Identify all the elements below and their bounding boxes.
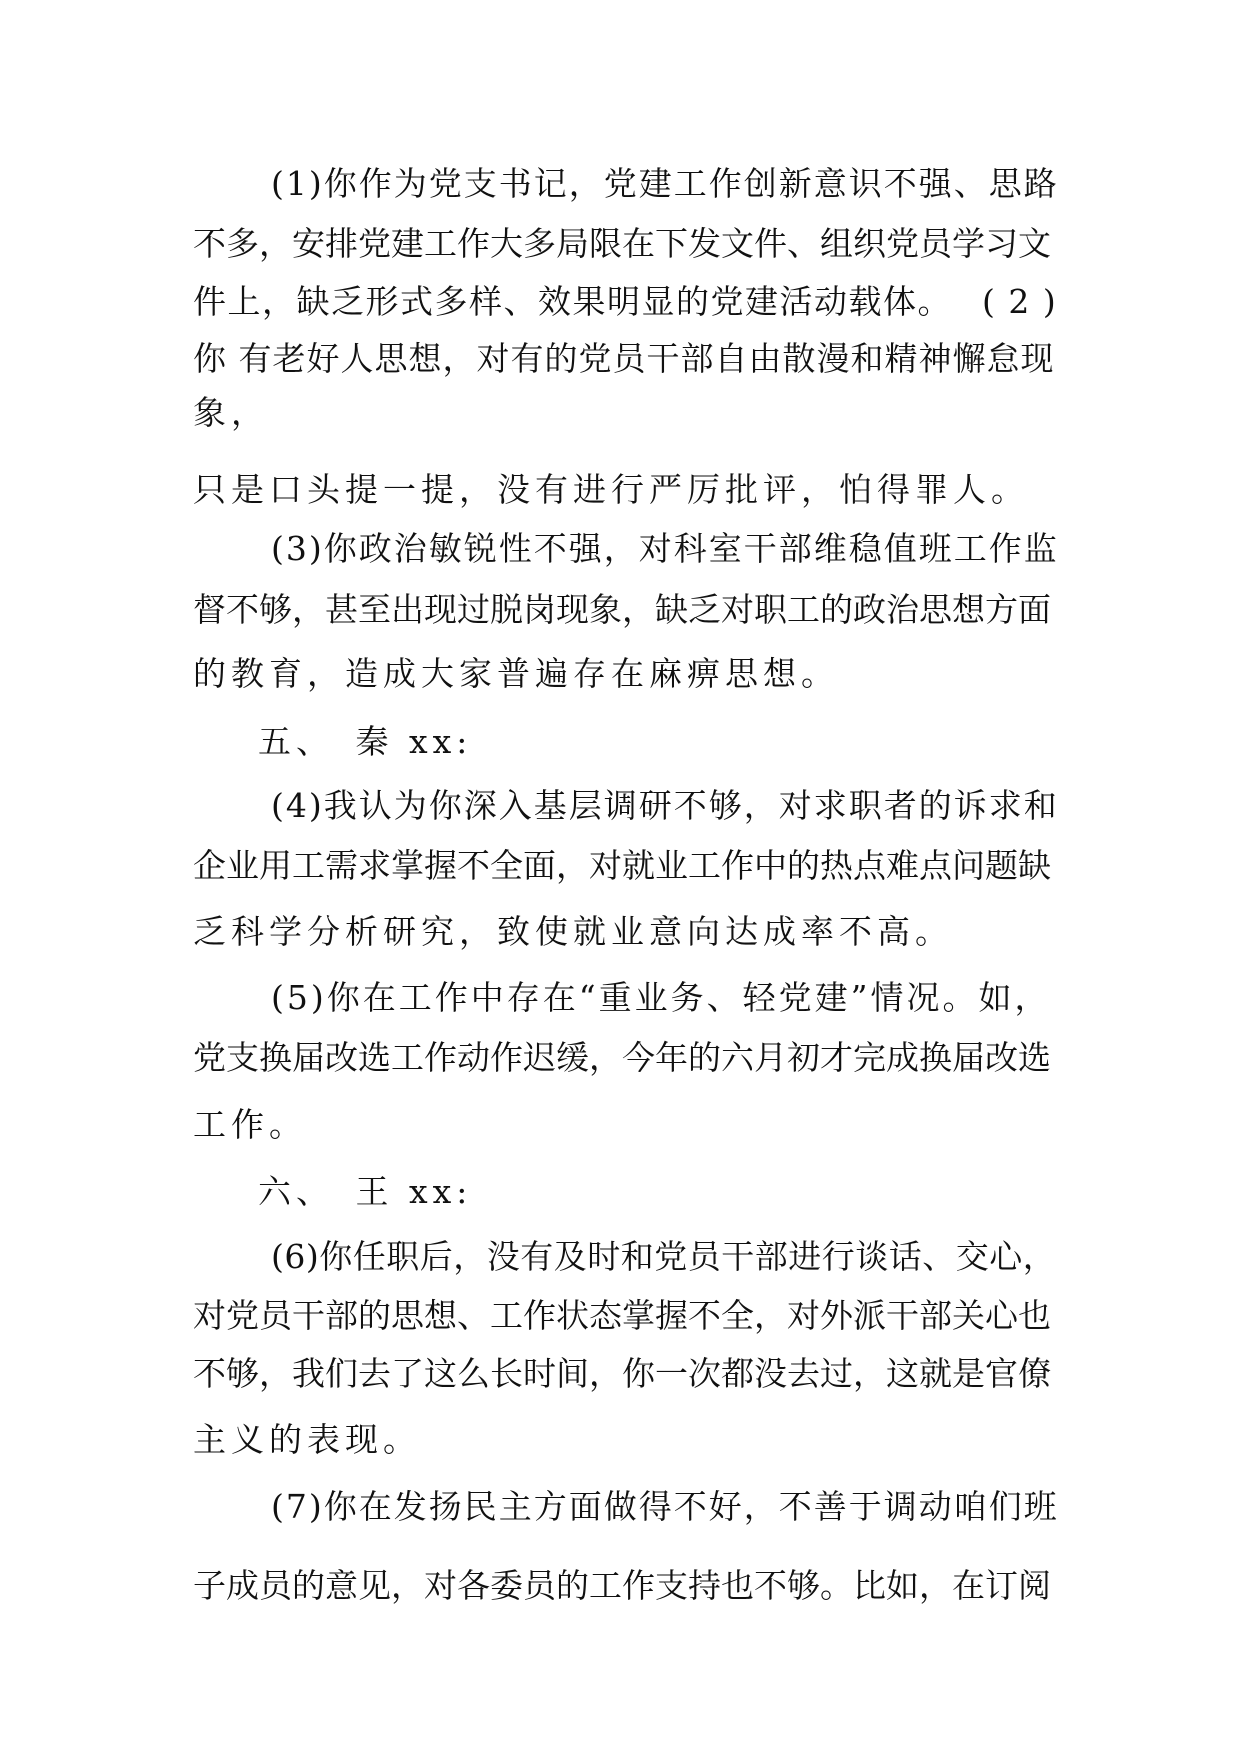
section-heading-five: 五、 秦 xx: [258, 722, 473, 761]
paragraph-2-line-1: (3)你政治敏锐性不强，对科室干部维稳值班工作监 [271, 529, 1059, 568]
paragraph-4-line-3: 工作。 [193, 1105, 307, 1144]
paragraph-2-line-3: 的教育，造成大家普遍存在麻痹思想。 [193, 654, 839, 693]
paragraph-6-line-2: 子成员的意见，对各委员的工作支持也不够。比如，在订阅 [193, 1566, 1051, 1605]
paragraph-3-line-3: 乏科学分析研究，致使就业意向达成率不高。 [193, 912, 953, 951]
paragraph-1-line-2: 不多，安排党建工作大多局限在下发文件、组织党员学习文 [193, 224, 1051, 263]
paragraph-2-line-2: 督不够，甚至出现过脱岗现象，缺乏对职工的政治思想方面 [193, 590, 1051, 629]
paragraph-5-line-1: (6)你任职后，没有及时和党员干部进行谈话、交心， [271, 1237, 1057, 1276]
paragraph-1-line-3: 件上，缺乏形式多样、效果明显的党建活动载体。 ( 2 ) [193, 282, 1058, 321]
paragraph-5-line-2: 对党员干部的思想、工作状态掌握不全，对外派干部关心也 [193, 1296, 1051, 1335]
paragraph-1-line-1: (1)你作为党支书记，党建工作创新意识不强、思路 [271, 164, 1059, 203]
paragraph-1-line-4: 你 有老好人思想，对有的党员干部自由散漫和精神懈怠现 [193, 339, 1055, 378]
paragraph-3-line-1: (4)我认为你深入基层调研不够，对求职者的诉求和 [271, 786, 1059, 825]
paragraph-5-line-4: 主义的表现。 [193, 1420, 421, 1459]
paragraph-1-line-5: 象， [193, 393, 269, 432]
section-heading-six: 六、 王 xx: [258, 1172, 473, 1211]
paragraph-5-line-3: 不够，我们去了这么长时间，你一次都没去过，这就是官僚 [193, 1354, 1051, 1393]
paragraph-4-line-1: (5)你在工作中存在“重业务、轻党建”情况。如， [271, 978, 1051, 1017]
paragraph-4-line-2: 党支换届改选工作动作迟缓，今年的六月初才完成换届改选 [193, 1038, 1051, 1077]
paragraph-6-line-1: (7)你在发扬民主方面做得不好，不善于调动咱们班 [271, 1487, 1059, 1526]
paragraph-1-line-6: 只是口头提一提，没有进行严厉批评，怕得罪人。 [193, 470, 1029, 509]
paragraph-3-line-2: 企业用工需求掌握不全面，对就业工作中的热点难点问题缺 [193, 846, 1051, 885]
